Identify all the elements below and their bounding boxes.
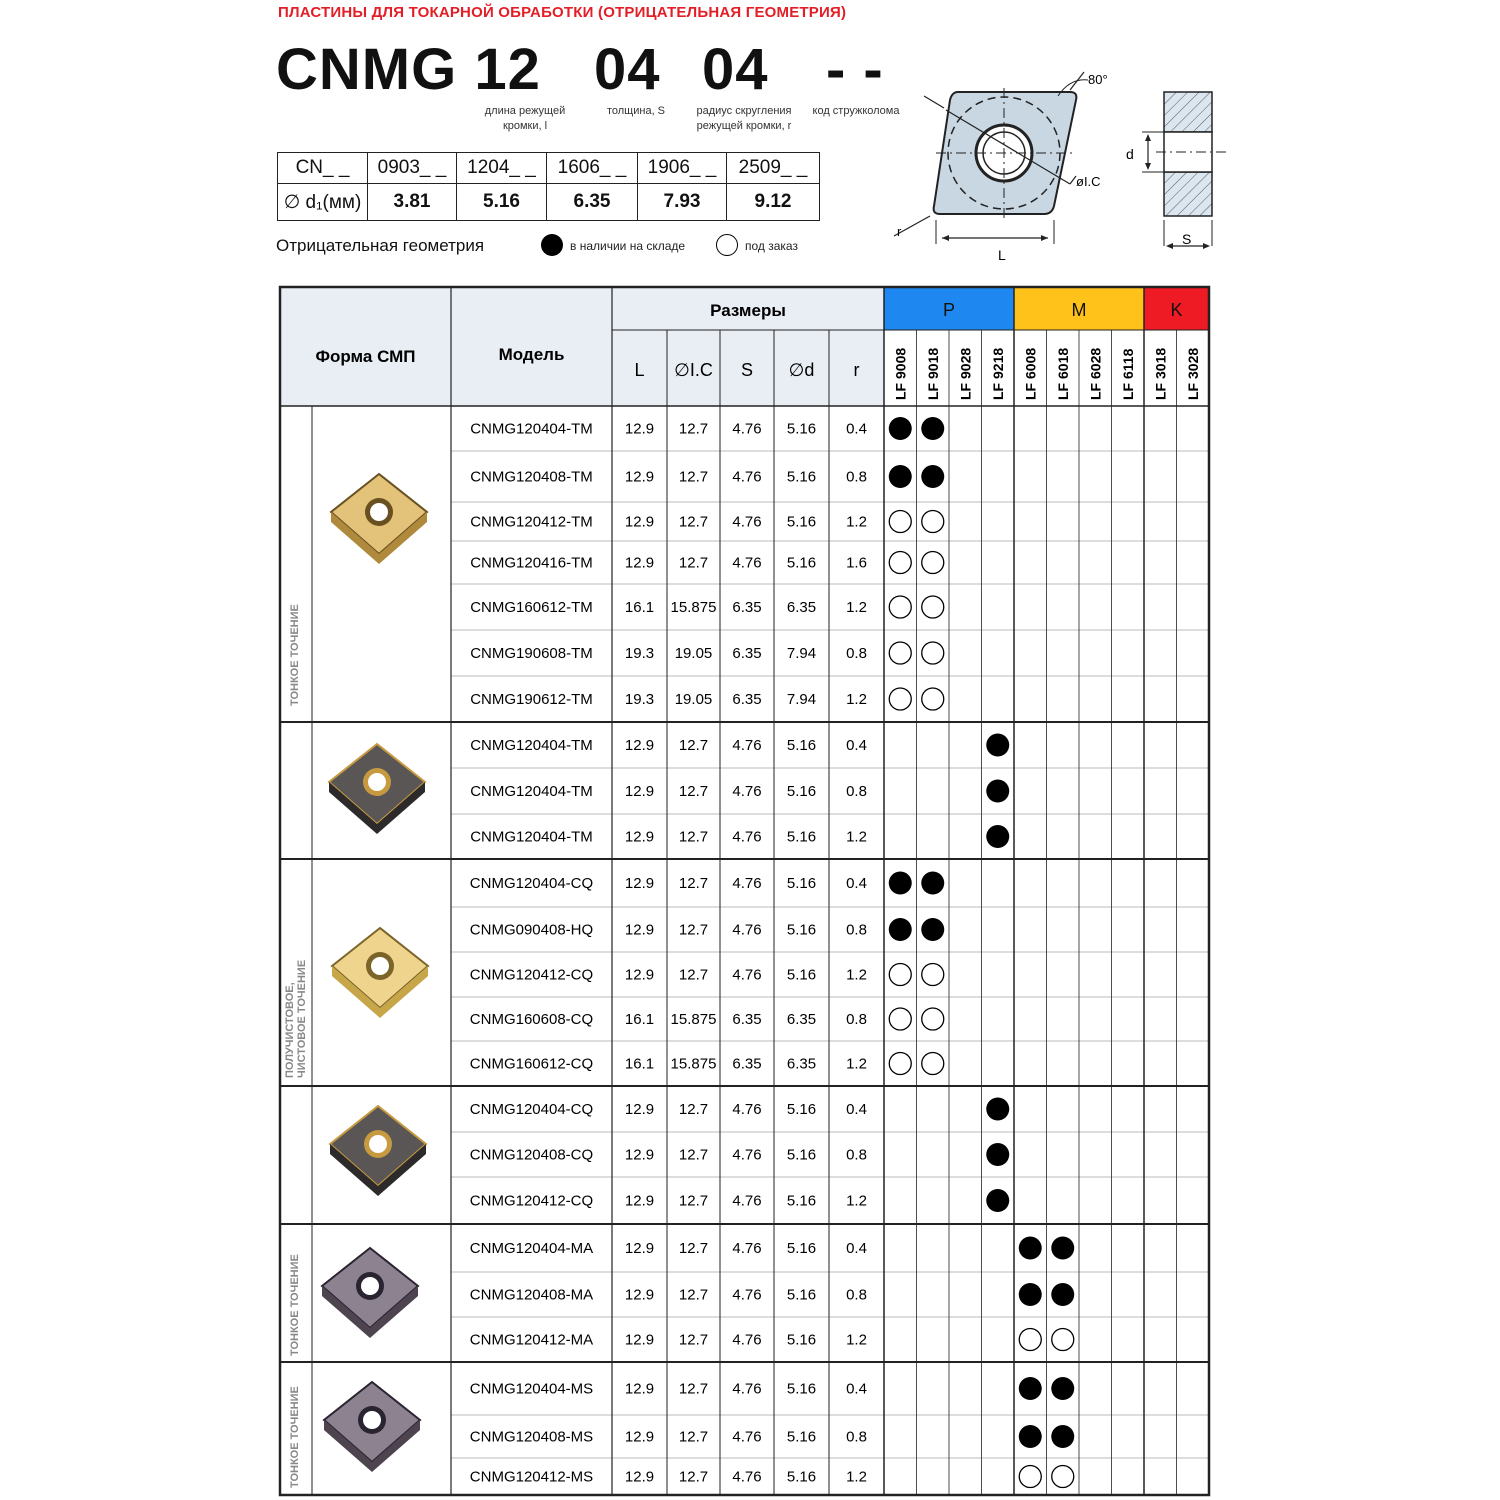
d1-header-cell: 1204_ _ bbox=[457, 153, 547, 184]
model-cell: CNMG120412-TM bbox=[470, 513, 593, 531]
size-col-header: L bbox=[634, 360, 645, 380]
size-cell: 4.76 bbox=[732, 420, 762, 438]
size-cell: 12.9 bbox=[624, 1240, 655, 1257]
in-stock-mark bbox=[986, 780, 1009, 803]
size-cell: 0.8 bbox=[846, 1146, 867, 1164]
on-order-mark bbox=[889, 596, 911, 618]
section-label: ПОЛУЧИСТОВОЕ, bbox=[284, 982, 296, 1078]
caption-chipbreaker: код стружколома bbox=[812, 105, 900, 117]
size-cell: 19.05 bbox=[674, 645, 713, 662]
size-cell: 6.35 bbox=[732, 1055, 762, 1073]
size-cell: 16.1 bbox=[624, 599, 655, 616]
on-order-mark bbox=[922, 688, 944, 710]
size-cell: 4.76 bbox=[732, 1192, 762, 1210]
on-order-mark bbox=[889, 642, 911, 664]
size-cell: 5.16 bbox=[786, 1240, 817, 1257]
size-cell: 12.9 bbox=[624, 966, 655, 984]
size-cell: 5.16 bbox=[786, 921, 817, 939]
caption-radius: радиус скругления режущей кромки, r bbox=[696, 105, 792, 132]
size-cell: 0.4 bbox=[846, 1380, 867, 1398]
size-cell: 0.8 bbox=[846, 1286, 867, 1304]
size-cell: 12.7 bbox=[678, 468, 709, 486]
in-stock-mark bbox=[986, 825, 1009, 848]
size-cell: 4.76 bbox=[732, 875, 762, 892]
size-cell: 0.8 bbox=[846, 783, 867, 800]
size-cell: 6.35 bbox=[786, 1055, 817, 1073]
size-cell: 1.2 bbox=[846, 1331, 867, 1349]
grade-header: LF 9018 bbox=[924, 347, 941, 400]
size-cell: 12.7 bbox=[678, 1468, 709, 1486]
size-cell: 15.875 bbox=[670, 599, 717, 616]
col-shape-header: Форма СМП bbox=[315, 347, 416, 366]
grade-header: LF 3018 bbox=[1152, 347, 1169, 400]
model-cell: CNMG120404-TM bbox=[470, 420, 593, 438]
model-cell: CNMG120408-CQ bbox=[469, 1146, 594, 1164]
grade-header: LF 6018 bbox=[1054, 347, 1071, 400]
size-col-header: S bbox=[740, 360, 754, 380]
d1-label: ∅ d₁(мм) bbox=[278, 184, 368, 221]
s-label: S bbox=[1182, 231, 1192, 247]
group-label: M bbox=[1071, 300, 1087, 320]
in-stock-mark bbox=[1051, 1237, 1074, 1260]
size-cell: 16.1 bbox=[624, 1011, 655, 1028]
on-order-mark bbox=[922, 552, 944, 574]
size-cell: 12.7 bbox=[678, 875, 709, 892]
model-cell: CNMG120404-CQ bbox=[469, 1101, 594, 1118]
section-label: ЧИСТОВОЕ ТОЧЕНИЕ bbox=[296, 959, 308, 1078]
in-stock-mark bbox=[889, 417, 912, 440]
size-cell: 12.7 bbox=[678, 1331, 709, 1349]
d-label: d bbox=[1126, 146, 1134, 162]
size-col-header: ∅d bbox=[788, 360, 815, 380]
in-stock-mark bbox=[921, 872, 944, 895]
group-label: P bbox=[942, 300, 956, 320]
size-cell: 12.7 bbox=[678, 1146, 709, 1164]
size-cell: 12.7 bbox=[678, 1240, 709, 1257]
size-col-header: ∅I.C bbox=[674, 360, 713, 380]
d1-value: 3.81 bbox=[368, 184, 457, 221]
col-sizes-header: Размеры bbox=[710, 301, 786, 320]
size-cell: 12.9 bbox=[624, 921, 655, 939]
on-order-mark bbox=[889, 511, 911, 533]
size-cell: 0.8 bbox=[846, 468, 867, 486]
on-order-mark bbox=[922, 596, 944, 618]
ic-label: øI.C bbox=[1076, 174, 1101, 189]
size-cell: 1.2 bbox=[846, 599, 867, 616]
on-order-label: под заказ bbox=[745, 239, 798, 253]
size-cell: 12.9 bbox=[624, 875, 655, 892]
size-cell: 16.1 bbox=[624, 1055, 655, 1073]
in-stock-mark bbox=[1051, 1377, 1074, 1400]
on-order-mark bbox=[922, 964, 944, 986]
grade-header: LF 6118 bbox=[1119, 348, 1136, 400]
size-cell: 6.35 bbox=[786, 599, 817, 616]
d1-header-cell: CN_ _ bbox=[278, 153, 368, 184]
size-cell: 12.7 bbox=[678, 966, 709, 984]
size-cell: 4.76 bbox=[732, 1428, 762, 1446]
size-cell: 5.16 bbox=[786, 554, 817, 572]
size-cell: 0.8 bbox=[846, 645, 867, 662]
size-cell: 7.94 bbox=[786, 691, 817, 708]
size-cell: 5.16 bbox=[786, 1286, 817, 1304]
model-cell: CNMG190608-TM bbox=[470, 645, 593, 662]
grade-header: LF 9008 bbox=[892, 347, 909, 400]
geometry-label: Отрицательная геометрия bbox=[276, 236, 485, 255]
size-cell: 12.7 bbox=[678, 828, 709, 846]
code-part-thickness: 04 bbox=[594, 37, 661, 102]
size-cell: 1.2 bbox=[846, 1055, 867, 1073]
size-cell: 12.9 bbox=[624, 828, 655, 846]
in-stock-mark bbox=[986, 1189, 1009, 1212]
model-cell: CNMG120404-TM bbox=[470, 783, 593, 800]
grade-header: LF 3028 bbox=[1184, 347, 1201, 400]
in-stock-mark bbox=[889, 465, 912, 488]
model-cell: CNMG120412-CQ bbox=[469, 966, 594, 984]
size-cell: 0.4 bbox=[846, 875, 867, 892]
size-cell: 5.16 bbox=[786, 1101, 817, 1118]
col-model-header: Модель bbox=[498, 345, 565, 364]
d1-header-cell: 1906_ _ bbox=[638, 153, 727, 184]
size-cell: 12.9 bbox=[624, 1331, 655, 1349]
in-stock-mark bbox=[1019, 1425, 1042, 1448]
caption-thickness: толщина, S bbox=[606, 105, 666, 117]
size-cell: 4.76 bbox=[732, 468, 762, 486]
model-cell: CNMG160612-CQ bbox=[469, 1055, 594, 1073]
size-cell: 4.76 bbox=[732, 1331, 762, 1349]
code-part-size: CNMG 12 bbox=[276, 37, 541, 102]
on-order-mark bbox=[922, 511, 944, 533]
size-cell: 5.16 bbox=[786, 468, 817, 486]
in-stock-mark bbox=[921, 465, 944, 488]
in-stock-mark bbox=[889, 872, 912, 895]
size-cell: 4.76 bbox=[732, 1101, 762, 1118]
size-cell: 6.35 bbox=[786, 1011, 817, 1028]
size-cell: 4.76 bbox=[732, 513, 762, 531]
size-cell: 12.9 bbox=[624, 737, 655, 754]
r-label: r bbox=[897, 224, 902, 239]
size-cell: 12.9 bbox=[624, 1286, 655, 1304]
size-cell: 1.2 bbox=[846, 691, 867, 708]
size-cell: 4.76 bbox=[732, 1240, 762, 1257]
size-cell: 4.76 bbox=[732, 921, 762, 939]
insert-image-2 bbox=[332, 928, 428, 1018]
grade-header: LF 9028 bbox=[957, 347, 974, 400]
grade-header: LF 6028 bbox=[1087, 347, 1104, 400]
size-cell: 4.76 bbox=[732, 828, 762, 846]
model-cell: CNMG120408-TM bbox=[470, 468, 593, 486]
size-cell: 1.2 bbox=[846, 828, 867, 846]
size-cell: 5.16 bbox=[786, 1146, 817, 1164]
size-cell: 12.7 bbox=[678, 1101, 709, 1118]
model-cell: CNMG120412-CQ bbox=[469, 1192, 594, 1210]
size-cell: 12.9 bbox=[624, 513, 655, 531]
in-stock-mark bbox=[1051, 1283, 1074, 1306]
size-cell: 0.4 bbox=[846, 737, 867, 754]
model-cell: CNMG120404-MA bbox=[469, 1240, 594, 1257]
d1-header-cell: 1606_ _ bbox=[547, 153, 638, 184]
on-order-mark bbox=[889, 964, 911, 986]
insert-image-1 bbox=[329, 744, 425, 834]
d1-value: 6.35 bbox=[547, 184, 638, 221]
size-cell: 4.76 bbox=[732, 966, 762, 984]
size-cell: 5.16 bbox=[786, 966, 817, 984]
in-stock-mark bbox=[986, 1143, 1009, 1166]
grade-header: LF 6008 bbox=[1022, 347, 1039, 400]
size-cell: 12.9 bbox=[624, 1428, 655, 1446]
in-stock-mark bbox=[986, 1098, 1009, 1121]
size-cell: 12.9 bbox=[624, 420, 655, 438]
in-stock-mark bbox=[921, 417, 944, 440]
on-order-mark bbox=[889, 552, 911, 574]
in-stock-mark bbox=[1051, 1425, 1074, 1448]
on-order-mark bbox=[922, 1008, 944, 1030]
size-cell: 12.7 bbox=[678, 1428, 709, 1446]
on-order-mark bbox=[1052, 1329, 1074, 1351]
size-cell: 12.7 bbox=[678, 420, 709, 438]
d1-value: 5.16 bbox=[457, 184, 547, 221]
d1-header-cell: 0903_ _ bbox=[368, 153, 457, 184]
model-cell: CNMG120412-MS bbox=[469, 1468, 594, 1486]
size-cell: 12.7 bbox=[678, 1380, 709, 1398]
size-cell: 6.35 bbox=[732, 599, 762, 616]
size-cell: 0.8 bbox=[846, 1428, 867, 1446]
size-cell: 12.9 bbox=[624, 1146, 655, 1164]
size-cell: 12.9 bbox=[624, 783, 655, 800]
size-cell: 6.35 bbox=[732, 645, 762, 662]
d1-value: 9.12 bbox=[727, 184, 820, 221]
size-cell: 5.16 bbox=[786, 1380, 817, 1398]
size-cell: 0.4 bbox=[846, 420, 867, 438]
model-cell: CNMG120404-MS bbox=[469, 1380, 594, 1398]
on-order-mark bbox=[1052, 1466, 1074, 1488]
size-cell: 5.16 bbox=[786, 1192, 817, 1210]
model-cell: CNMG090408-HQ bbox=[469, 921, 594, 939]
size-cell: 12.7 bbox=[678, 737, 709, 754]
model-cell: CNMG120408-MA bbox=[469, 1286, 594, 1304]
d1-value: 7.93 bbox=[638, 184, 727, 221]
on-order-mark bbox=[1019, 1329, 1041, 1351]
size-col-header: r bbox=[853, 360, 860, 380]
insert-image-4 bbox=[322, 1248, 418, 1338]
size-cell: 12.7 bbox=[678, 921, 709, 939]
size-cell: 6.35 bbox=[732, 1011, 762, 1028]
on-order-mark bbox=[922, 1053, 944, 1075]
l-label: L bbox=[998, 247, 1006, 263]
size-cell: 15.875 bbox=[670, 1055, 717, 1073]
in-stock-mark bbox=[921, 918, 944, 941]
size-cell: 6.35 bbox=[732, 691, 762, 708]
size-cell: 12.7 bbox=[678, 1192, 709, 1210]
section-label: ТОНКОЕ ТОЧЕНИЕ bbox=[289, 604, 301, 706]
model-cell: CNMG120404-CQ bbox=[469, 875, 594, 892]
in-stock-mark bbox=[1019, 1377, 1042, 1400]
size-cell: 1.2 bbox=[846, 1468, 867, 1486]
on-order-mark bbox=[1019, 1466, 1041, 1488]
size-cell: 4.76 bbox=[732, 554, 762, 572]
insert-image-5 bbox=[324, 1382, 420, 1472]
size-cell: 5.16 bbox=[786, 420, 817, 438]
insert-image-0 bbox=[331, 474, 427, 564]
size-cell: 5.16 bbox=[786, 1428, 817, 1446]
grade-header: LF 9218 bbox=[989, 347, 1006, 400]
size-cell: 19.3 bbox=[624, 645, 655, 662]
size-cell: 1.2 bbox=[846, 513, 867, 531]
size-cell: 5.16 bbox=[786, 1331, 817, 1349]
model-cell: CNMG120404-TM bbox=[470, 737, 593, 754]
size-cell: 0.8 bbox=[846, 921, 867, 939]
size-cell: 12.9 bbox=[624, 1468, 655, 1486]
size-cell: 12.7 bbox=[678, 513, 709, 531]
size-cell: 4.76 bbox=[732, 1146, 762, 1164]
in-stock-label: в наличии на складе bbox=[570, 239, 686, 253]
size-cell: 5.16 bbox=[786, 875, 817, 892]
size-cell: 5.16 bbox=[786, 1468, 817, 1486]
size-cell: 12.9 bbox=[624, 1101, 655, 1118]
size-cell: 12.9 bbox=[624, 468, 655, 486]
size-cell: 19.05 bbox=[674, 691, 713, 708]
in-stock-mark bbox=[1019, 1283, 1042, 1306]
size-cell: 12.9 bbox=[624, 1380, 655, 1398]
code-part-radius: 04 bbox=[702, 37, 769, 102]
code-part-chipbreaker: - - bbox=[826, 37, 884, 102]
size-cell: 5.16 bbox=[786, 828, 817, 846]
size-cell: 0.4 bbox=[846, 1101, 867, 1118]
size-cell: 5.16 bbox=[786, 513, 817, 531]
size-cell: 12.7 bbox=[678, 1286, 709, 1304]
size-cell: 5.16 bbox=[786, 737, 817, 754]
size-cell: 0.4 bbox=[846, 1240, 867, 1257]
insert-image-3 bbox=[330, 1106, 426, 1196]
size-cell: 12.9 bbox=[624, 1192, 655, 1210]
size-cell: 4.76 bbox=[732, 1286, 762, 1304]
caption-length: длина режущей кромки, l bbox=[484, 105, 566, 132]
section-label: ТОНКОЕ ТОЧЕНИЕ bbox=[289, 1254, 301, 1356]
on-order-mark bbox=[889, 688, 911, 710]
size-cell: 1.6 bbox=[846, 554, 867, 572]
size-cell: 0.8 bbox=[846, 1011, 867, 1028]
size-cell: 4.76 bbox=[732, 783, 762, 800]
size-cell: 12.7 bbox=[678, 783, 709, 800]
size-cell: 7.94 bbox=[786, 645, 817, 662]
size-cell: 5.16 bbox=[786, 783, 817, 800]
model-cell: CNMG120408-MS bbox=[469, 1428, 594, 1446]
size-cell: 1.2 bbox=[846, 1192, 867, 1210]
on-order-mark bbox=[922, 642, 944, 664]
in-stock-mark bbox=[986, 734, 1009, 757]
model-cell: CNMG160608-CQ bbox=[469, 1011, 594, 1028]
size-cell: 19.3 bbox=[624, 691, 655, 708]
size-cell: 1.2 bbox=[846, 966, 867, 984]
angle-label: 80° bbox=[1088, 72, 1108, 87]
section-label: ТОНКОЕ ТОЧЕНИЕ bbox=[289, 1386, 301, 1488]
model-cell: CNMG160612-TM bbox=[470, 599, 593, 616]
in-stock-mark bbox=[889, 918, 912, 941]
page-title: ПЛАСТИНЫ ДЛЯ ТОКАРНОЙ ОБРАБОТКИ (ОТРИЦАТЕЛЬНАЯ ГЕОМЕТРИЯ) bbox=[278, 4, 847, 21]
size-cell: 15.875 bbox=[670, 1011, 717, 1028]
size-cell: 12.9 bbox=[624, 554, 655, 572]
model-cell: CNMG120412-MA bbox=[469, 1331, 594, 1349]
on-order-mark bbox=[889, 1008, 911, 1030]
model-cell: CNMG120416-TM bbox=[470, 554, 593, 572]
model-cell: CNMG190612-TM bbox=[470, 691, 593, 708]
in-stock-mark bbox=[1019, 1237, 1042, 1260]
model-cell: CNMG120404-TM bbox=[470, 828, 593, 846]
size-cell: 4.76 bbox=[732, 737, 762, 754]
d1-header-cell: 2509_ _ bbox=[727, 153, 820, 184]
size-cell: 4.76 bbox=[732, 1468, 762, 1486]
group-label: K bbox=[1170, 300, 1183, 320]
size-cell: 4.76 bbox=[732, 1380, 762, 1398]
on-order-mark bbox=[889, 1053, 911, 1075]
size-cell: 12.7 bbox=[678, 554, 709, 572]
